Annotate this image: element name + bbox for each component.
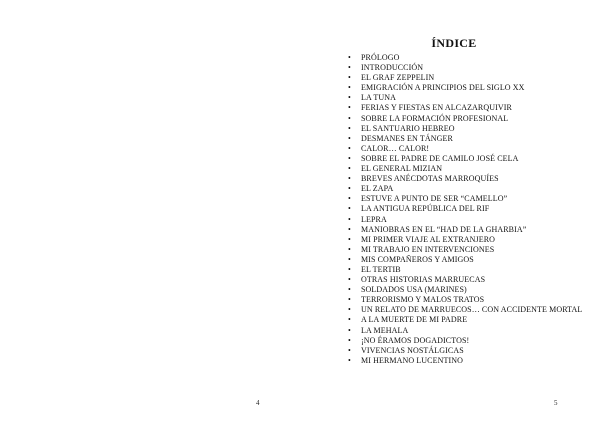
bullet-icon: •: [348, 214, 351, 224]
index-entry: [344, 235, 584, 245]
index-entry-label: CALOR… CALOR!: [361, 143, 430, 153]
bullet-icon: •: [348, 53, 351, 62]
index-entry-label: UN RELATO DE MARRUECOS… CON ACCIDENTE MORTAL: [361, 305, 583, 315]
index-entry: [344, 144, 584, 154]
index-entry-label: FERIAS Y FIESTAS EN ALCAZARQUIVIR: [361, 103, 512, 113]
bullet-icon: •: [348, 93, 351, 103]
index-entry: [344, 184, 584, 194]
index-entry-label: TERRORISMO Y MALOS TRATOS: [361, 295, 485, 305]
index-entry: [344, 336, 584, 346]
index-entry-label: MANIOBRAS EN EL “HAD DE LA GHARBIA”: [361, 224, 527, 234]
index-entry-label: A LA MUERTE DE MI PADRE: [361, 315, 468, 325]
bullet-icon: •: [348, 285, 351, 295]
index-entry: [344, 164, 584, 174]
index-entry-label: MIS COMPAÑEROS Y AMIGOS: [361, 254, 474, 264]
index-list: [344, 53, 584, 366]
index-entry-label: OTRAS HISTORIAS MARRUECAS: [361, 275, 486, 285]
index-entry: [344, 315, 584, 325]
index-entry: [344, 265, 584, 275]
bullet-icon: •: [348, 164, 351, 174]
index-entry-label: SOBRE LA FORMACIÓN PROFESIONAL: [361, 113, 509, 123]
index-entry-label: MI HERMANO LUCENTINO: [361, 355, 463, 365]
index-entry-label: LEPRA: [361, 214, 387, 224]
bullet-icon: •: [348, 194, 351, 204]
index-entry-label: SOBRE EL PADRE DE CAMILO JOSÉ CELA: [361, 153, 519, 163]
index-entry: [344, 356, 584, 366]
index-entry: [344, 73, 584, 83]
bullet-icon: •: [348, 143, 351, 153]
index-entry: [344, 194, 584, 204]
index-entry: [344, 275, 584, 285]
bullet-icon: •: [348, 325, 351, 335]
bullet-icon: •: [348, 264, 351, 274]
bullet-icon: •: [348, 234, 351, 244]
index-entry-label: MI TRABAJO EN INTERVENCIONES: [361, 244, 495, 254]
index-entry-label: ESTUVE A PUNTO DE SER “CAMELLO”: [361, 194, 508, 204]
index-entry-label: INTRODUCCIÓN: [361, 63, 424, 73]
index-entry-label: DESMANES EN TÁNGER: [361, 133, 453, 143]
index-entry-label: LA MEHALA: [361, 325, 409, 335]
bullet-icon: •: [348, 174, 351, 184]
bullet-icon: •: [348, 275, 351, 285]
index-entry-label: ¡NO ÉRAMOS DOGADICTOS!: [361, 335, 470, 345]
index-entry: [344, 245, 584, 255]
index-entry: [344, 93, 584, 103]
index-entry: [344, 103, 584, 113]
index-entry: [344, 255, 584, 265]
index-entry: [344, 134, 584, 144]
index-entry-label: SOLDADOS USA (MARINES): [361, 285, 467, 295]
index-entry-label: EL GRAF ZEPPELIN: [361, 73, 435, 83]
bullet-icon: •: [348, 254, 351, 264]
bullet-icon: •: [348, 335, 351, 345]
index-entry: [344, 83, 584, 93]
index-entry-label: VIVENCIAS NOSTÁLGICAS: [361, 345, 464, 355]
bullet-icon: •: [348, 355, 351, 365]
bullet-icon: •: [348, 123, 351, 133]
index-entry-label: EL TERTIB: [361, 264, 401, 274]
index-entry: [344, 346, 584, 356]
index-entry: [344, 326, 584, 336]
index-entry-label: LA ANTIGUA REPÚBLICA DEL RIF: [361, 204, 490, 214]
bullet-icon: •: [348, 63, 351, 73]
index-entry-label: EMIGRACIÓN A PRINCIPIOS DEL SIGLO XX: [361, 83, 525, 93]
bullet-icon: •: [348, 244, 351, 254]
index-entry: [344, 114, 584, 124]
index-entry-label: MI PRIMER VIAJE AL EXTRANJERO: [361, 234, 496, 244]
index-entry: [344, 285, 584, 295]
right-page: [300, 0, 600, 424]
index-entry-label: EL ZAPA: [361, 184, 394, 194]
bullet-icon: •: [348, 83, 351, 93]
bullet-icon: •: [348, 295, 351, 305]
index-entry: [344, 215, 584, 225]
right-page-number: 5: [554, 399, 558, 407]
index-entry: [344, 63, 584, 73]
bullet-icon: •: [348, 345, 351, 355]
index-entry: [344, 124, 584, 134]
index-entry-label: EL GENERAL MIZIAN: [361, 164, 443, 174]
index-entry-label: PRÓLOGO: [361, 53, 400, 62]
bullet-icon: •: [348, 305, 351, 315]
index-entry: [344, 154, 584, 164]
bullet-icon: •: [348, 224, 351, 234]
index-entry: [344, 174, 584, 184]
index-entry: [344, 295, 584, 305]
bullet-icon: •: [348, 103, 351, 113]
bullet-icon: •: [348, 184, 351, 194]
left-page-number: 4: [256, 399, 260, 407]
bullet-icon: •: [348, 113, 351, 123]
bullet-icon: •: [348, 153, 351, 163]
index-entry: [344, 53, 584, 63]
bullet-icon: •: [348, 204, 351, 214]
bullet-icon: •: [348, 315, 351, 325]
bullet-icon: •: [348, 73, 351, 83]
index-entry: [344, 305, 584, 315]
index-entry: [344, 225, 584, 235]
index-entry-label: LA TUNA: [361, 93, 396, 103]
index-title: ÍNDICE: [431, 36, 477, 50]
index-entry-label: BREVES ANÉCDOTAS MARROQUÍES: [361, 174, 499, 184]
index-entry-label: EL SANTUARIO HEBREO: [361, 123, 455, 133]
index-entry: [344, 204, 584, 214]
bullet-icon: •: [348, 133, 351, 143]
